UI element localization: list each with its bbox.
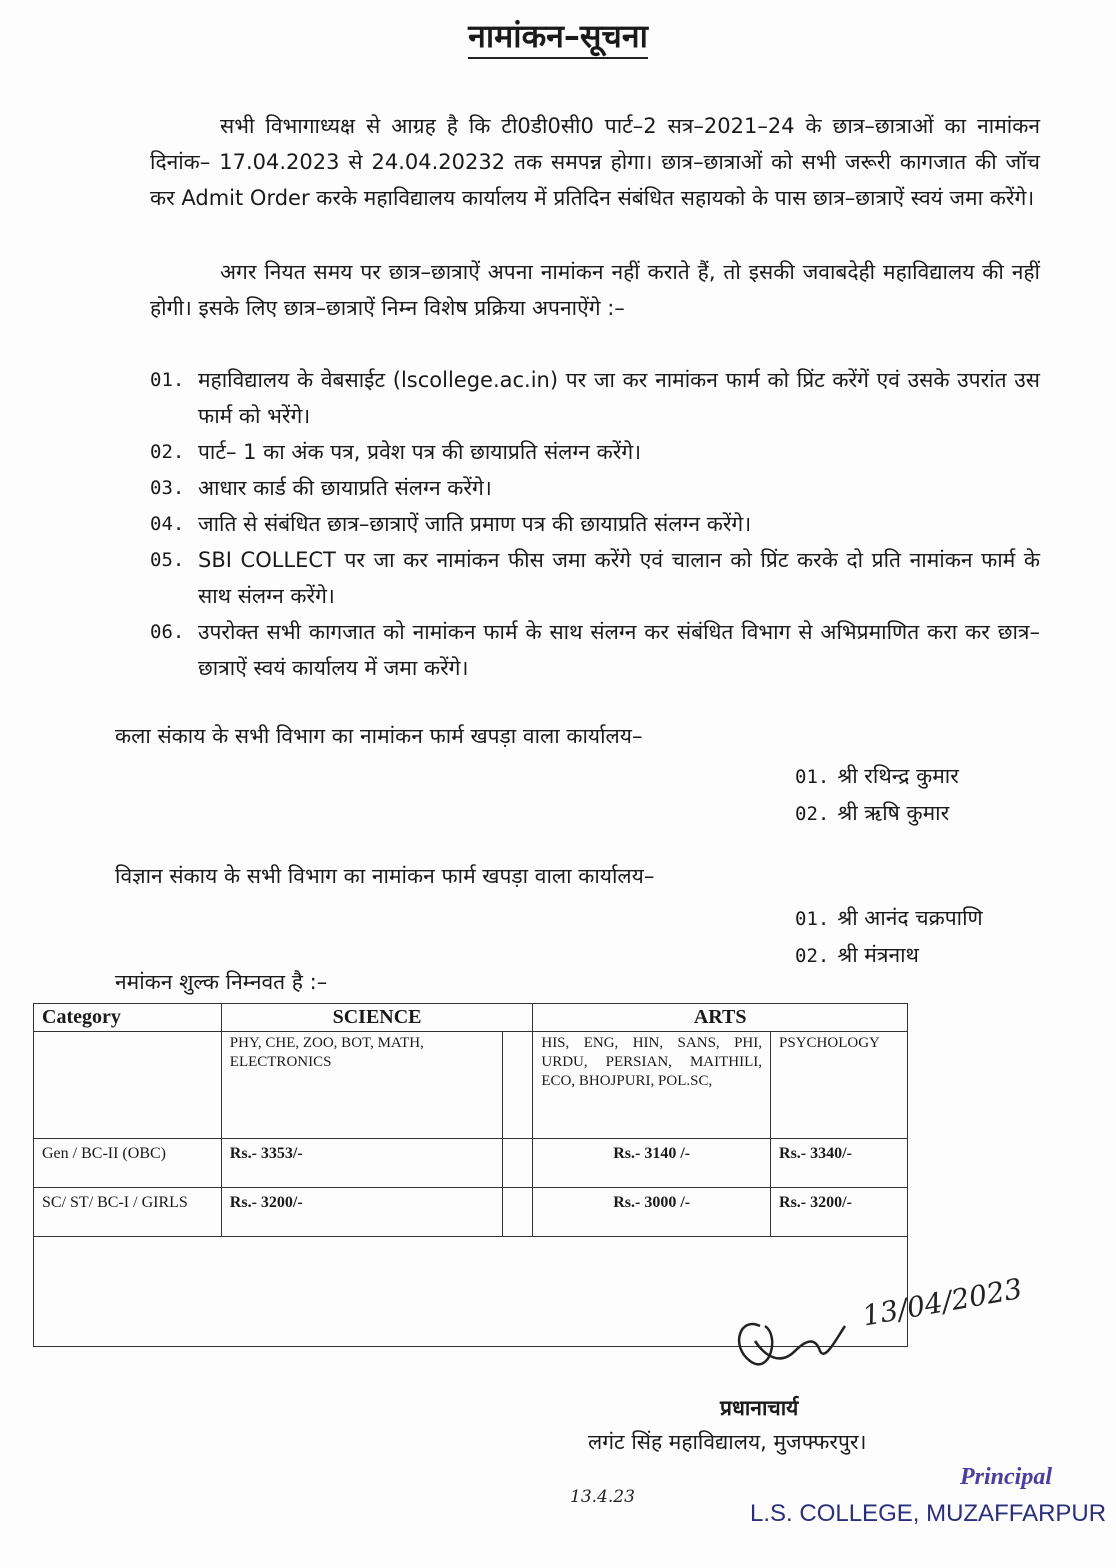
spacer-cell bbox=[503, 1032, 533, 1139]
arts-office-heading: कला संकाय के सभी विभाग का नामांकन फार्म खपड़ा वाला कार्यालय– bbox=[115, 724, 643, 748]
signature-icon bbox=[560, 1296, 860, 1391]
step-text: उपरोक्त सभी कागजात को नामांकन फार्म के साथ संलग्न कर संबंधित विभाग से अभिप्रमाणित करा कर छात्र–छात्राऐं स्वयं कार्यालय में जमा करेंगे। bbox=[198, 620, 1040, 680]
psychology-fee: Rs.- 3340/- bbox=[771, 1139, 908, 1188]
procedure-step bbox=[150, 434, 1040, 470]
psychology-fee: Rs.- 3200/- bbox=[771, 1188, 908, 1237]
title-text: नामांकन–सूचना bbox=[468, 17, 648, 59]
staff-entry bbox=[795, 758, 959, 795]
science-office-staff bbox=[795, 900, 983, 974]
fee-table-header-row bbox=[34, 1004, 908, 1032]
category-cell: Gen / BC-II (OBC) bbox=[34, 1139, 222, 1188]
staff-number: 02. bbox=[795, 803, 830, 825]
step-number: 05. bbox=[150, 549, 185, 571]
category-cell: SC/ ST/ BC-I / GIRLS bbox=[34, 1188, 222, 1237]
step-number: 01. bbox=[150, 369, 185, 391]
header-category: Category bbox=[34, 1004, 222, 1032]
step-text: पार्ट– 1 का अंक पत्र, प्रवेश पत्र की छायाप्रति संलग्न करेंगे। bbox=[198, 440, 642, 464]
staff-entry bbox=[795, 900, 983, 937]
staff-name: श्री ऋषि कुमार bbox=[837, 801, 950, 825]
step-number: 03. bbox=[150, 477, 185, 499]
subjects-blank-cell bbox=[34, 1032, 222, 1139]
step-text: जाति से संबंधित छात्र–छात्राऐं जाति प्रमाण पत्र की छायाप्रति संलग्न करेंगे। bbox=[198, 512, 752, 536]
procedure-step bbox=[150, 362, 1040, 434]
procedure-step bbox=[150, 614, 1040, 686]
spacer-cell bbox=[503, 1139, 533, 1188]
arts-office-staff bbox=[795, 758, 959, 832]
staff-name: श्री आनंद चक्रपाणि bbox=[837, 906, 983, 930]
procedure-step bbox=[150, 506, 1040, 542]
arts-fee: Rs.- 3140 /- bbox=[533, 1139, 771, 1188]
arts-subjects: HIS, ENG, HIN, SANS, PHI, URDU, PERSIAN, MAITHILI, ECO, BHOJPURI, POL.SC, bbox=[533, 1032, 771, 1139]
science-subjects: PHY, CHE, ZOO, BOT, MATH, ELECTRONICS bbox=[221, 1032, 503, 1139]
step-text: आधार कार्ड की छायाप्रति संलग्न करेंगे। bbox=[198, 476, 492, 500]
step-number: 06. bbox=[150, 621, 185, 643]
arts-fee: Rs.- 3000 /- bbox=[533, 1188, 771, 1237]
designation: प्रधानाचार्य bbox=[720, 1396, 799, 1420]
step-text: SBI COLLECT पर जा कर नामांकन फीस जमा करेंगे एवं चालान को प्रिंट करके दो प्रति नामांकन फार्म के साथ संलग्न करेंगे। bbox=[198, 548, 1040, 608]
staff-number: 02. bbox=[795, 945, 830, 967]
table-row bbox=[34, 1139, 908, 1188]
step-number: 02. bbox=[150, 441, 185, 463]
science-office-heading: विज्ञान संकाय के सभी विभाग का नामांकन फार्म खपड़ा वाला कार्यालय– bbox=[115, 864, 655, 888]
science-fee: Rs.- 3200/- bbox=[221, 1188, 503, 1237]
staff-entry bbox=[795, 795, 959, 832]
staff-name: श्री मंत्रनाथ bbox=[837, 943, 919, 967]
staff-entry bbox=[795, 937, 983, 974]
header-science: SCIENCE bbox=[221, 1004, 533, 1032]
stamp-principal: Principal bbox=[960, 1464, 1053, 1490]
staff-number: 01. bbox=[795, 766, 830, 788]
step-text: महाविद्यालय के वेबसाईट (lscollege.ac.in) पर जा कर नामांकन फार्म को प्रिंट करेंगें एवं उसके उपरांत उस फार्म को भरेंगे। bbox=[198, 368, 1040, 428]
procedure-list bbox=[150, 362, 1040, 686]
spacer-cell bbox=[503, 1188, 533, 1237]
college-name: लगंट सिंह महाविद्यालय, मुजफ्फरपुर। bbox=[588, 1430, 867, 1454]
procedure-step bbox=[150, 542, 1040, 614]
fee-label: नमांकन शुल्क निम्नवत है :– bbox=[115, 970, 328, 994]
psychology-subject: PSYCHOLOGY bbox=[771, 1032, 908, 1139]
staff-number: 01. bbox=[795, 908, 830, 930]
signature-block bbox=[560, 1271, 1107, 1566]
step-number: 04. bbox=[150, 513, 185, 535]
stamp-college: L.S. COLLEGE, MUZAFFARPUR bbox=[750, 1500, 1107, 1527]
warning-paragraph: अगर नियत समय पर छात्र–छात्राऐं अपना नामांकन नहीं कराते हैं, तो इसकी जवाबदेही महाविद्यालय की नहीं होगी। इसके लिए छात्र–छात्राऐं निम्न विशेष प्रक्रिया अपनाऐंगे :– bbox=[150, 260, 1040, 320]
handwritten-date: 13/04/2023 bbox=[860, 1271, 1025, 1333]
table-row bbox=[34, 1188, 908, 1237]
procedure-step bbox=[150, 470, 1040, 506]
fee-table-subjects-row bbox=[34, 1032, 908, 1139]
intro-paragraph: सभी विभागाध्यक्ष से आग्रह है कि टी0डी0सी0 पार्ट–2 सत्र–2021–24 के छात्र–छात्राओं का नामांकन दिनांक– 17.04.2023 से 24.04.20232 तक समपन्न होगा। छात्र–छात्राओं को सभी जरूरी कागजात की जॉच कर Admit Order करके महाविद्यालय कार्यालय में प्रतिदिन संबंधित सहायको के पास छात्र–छात्राऐं स्वयं जमा करेंगे। bbox=[150, 114, 1040, 210]
header-arts: ARTS bbox=[533, 1004, 908, 1032]
science-fee: Rs.- 3353/- bbox=[221, 1139, 503, 1188]
notice-title bbox=[0, 14, 1116, 57]
staff-name: श्री रथिन्द्र कुमार bbox=[837, 764, 959, 788]
initial-date: 13.4.23 bbox=[570, 1487, 635, 1507]
